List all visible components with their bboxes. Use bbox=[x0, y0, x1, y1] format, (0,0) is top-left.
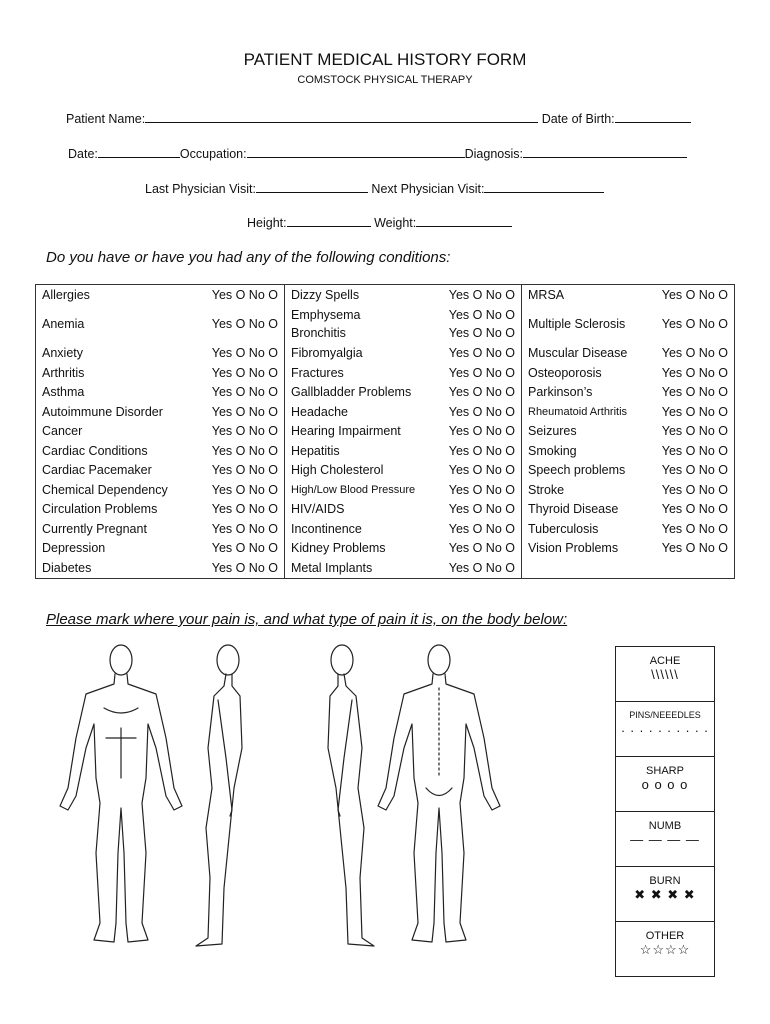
condition-label: Fractures bbox=[291, 365, 344, 380]
yes-no-options[interactable]: Yes O No O bbox=[211, 317, 278, 331]
condition-label: Rheumatoid Arthritis bbox=[528, 405, 628, 418]
yes-no-options[interactable]: Yes O No O bbox=[661, 521, 728, 536]
legend-label: BURN bbox=[649, 875, 681, 887]
date-field[interactable] bbox=[98, 145, 180, 158]
condition-label: Vision Problems bbox=[528, 541, 619, 556]
last-visit-label: Last Physician Visit: bbox=[145, 182, 256, 196]
legend-burn bbox=[615, 866, 715, 921]
legend-label: OTHER bbox=[645, 930, 685, 942]
legend-label: NUMB bbox=[648, 820, 682, 832]
condition-label: Osteoporosis bbox=[528, 365, 602, 380]
yes-no-options[interactable]: Yes O No O bbox=[448, 365, 515, 380]
burn-symbol-icon: ✖ ✖ ✖ ✖ bbox=[634, 887, 696, 902]
other-symbol-icon: ☆☆☆☆ bbox=[639, 942, 691, 957]
legend-label: ACHE bbox=[649, 655, 681, 667]
body-diagram[interactable] bbox=[46, 638, 570, 963]
weight-label: Weight: bbox=[374, 216, 417, 230]
condition-label: Fibromyalgia bbox=[291, 346, 363, 361]
condition-label: Metal Implants bbox=[291, 560, 373, 575]
side-figure-right bbox=[196, 645, 242, 946]
condition-label: Anxiety bbox=[42, 346, 83, 361]
table-row bbox=[36, 305, 735, 344]
diagnosis-label: Diagnosis: bbox=[464, 147, 523, 161]
physician-row bbox=[145, 180, 604, 196]
yes-no-options[interactable]: Yes O No O bbox=[661, 463, 728, 478]
yes-no-options[interactable]: Yes O No O bbox=[211, 424, 278, 439]
weight-field[interactable] bbox=[416, 214, 512, 227]
condition-label: Arthritis bbox=[42, 365, 85, 380]
condition-label: HIV/AIDS bbox=[291, 502, 345, 517]
yes-no-options[interactable]: Yes O No O bbox=[211, 385, 278, 400]
table-row bbox=[36, 285, 735, 305]
patient-name-field[interactable] bbox=[145, 110, 538, 123]
yes-no-options[interactable]: Yes O No O bbox=[448, 463, 515, 478]
height-label: Height: bbox=[247, 216, 287, 230]
last-visit-field[interactable] bbox=[256, 180, 368, 193]
occupation-field[interactable] bbox=[247, 145, 465, 158]
condition-label: Hearing Impairment bbox=[291, 424, 401, 439]
table-row bbox=[36, 558, 735, 578]
yes-no-options[interactable]: Yes O No O bbox=[211, 541, 278, 556]
table-row bbox=[36, 461, 735, 481]
condition-label: Gallbladder Problems bbox=[291, 385, 412, 400]
yes-no-options[interactable]: Yes O No O bbox=[211, 560, 278, 575]
table-row bbox=[36, 519, 735, 539]
condition-label: Chemical Dependency bbox=[42, 482, 168, 497]
yes-no-options[interactable]: Yes O No O bbox=[661, 443, 728, 458]
condition-label: Seizures bbox=[528, 424, 577, 439]
yes-no-options[interactable]: Yes O No O bbox=[448, 326, 515, 340]
front-figure bbox=[60, 645, 182, 942]
side-figure-left bbox=[328, 645, 374, 946]
yes-no-options[interactable]: Yes O No O bbox=[211, 521, 278, 536]
yes-no-options[interactable]: Yes O No O bbox=[661, 385, 728, 400]
date-label: Date: bbox=[68, 147, 98, 161]
height-row bbox=[247, 214, 512, 230]
height-field[interactable] bbox=[287, 214, 371, 227]
next-visit-field[interactable] bbox=[484, 180, 604, 193]
yes-no-options[interactable]: Yes O No O bbox=[211, 502, 278, 517]
numb-symbol-icon: — — — — bbox=[630, 832, 700, 847]
yes-no-options[interactable]: Yes O No O bbox=[211, 346, 278, 361]
yes-no-options[interactable]: Yes O No O bbox=[448, 404, 515, 419]
condition-label: Asthma bbox=[42, 385, 85, 400]
condition-label: Multiple Sclerosis bbox=[528, 317, 626, 331]
table-row bbox=[36, 422, 735, 442]
dob-field[interactable] bbox=[615, 110, 691, 123]
yes-no-options[interactable]: Yes O No O bbox=[211, 404, 278, 419]
yes-no-options[interactable]: Yes O No O bbox=[448, 482, 515, 497]
yes-no-options[interactable]: Yes O No O bbox=[661, 424, 728, 439]
condition-label: Depression bbox=[42, 541, 106, 556]
condition-label: Currently Pregnant bbox=[42, 521, 147, 536]
date-row bbox=[68, 145, 687, 161]
yes-no-options[interactable]: Yes O No O bbox=[211, 463, 278, 478]
yes-no-options[interactable]: Yes O No O bbox=[448, 424, 515, 439]
condition-label: Thyroid Disease bbox=[528, 502, 619, 517]
name-row bbox=[66, 110, 691, 126]
yes-no-options[interactable]: Yes O No O bbox=[448, 521, 515, 536]
condition-label: Kidney Problems bbox=[291, 541, 386, 556]
conditions-heading: Do you have or have you had any of the following conditions: bbox=[46, 249, 451, 266]
condition-label: Tuberculosis bbox=[528, 521, 599, 536]
condition-label: High/Low Blood Pressure bbox=[291, 483, 416, 496]
yes-no-options[interactable]: Yes O No O bbox=[448, 385, 515, 400]
yes-no-options[interactable]: Yes O No O bbox=[661, 365, 728, 380]
table-row bbox=[36, 383, 735, 403]
dob-label: Date of Birth: bbox=[541, 112, 615, 126]
pins-symbol-icon: . . . . . . . . . . bbox=[621, 720, 709, 735]
condition-label: Bronchitis bbox=[291, 326, 346, 340]
pain-legend bbox=[615, 646, 715, 972]
yes-no-options[interactable]: Yes O No O bbox=[448, 560, 515, 575]
table-row bbox=[36, 441, 735, 461]
condition-label: Circulation Problems bbox=[42, 502, 158, 517]
yes-no-options[interactable]: Yes O No O bbox=[448, 443, 515, 458]
condition-label: Smoking bbox=[528, 443, 577, 458]
condition-label: Autoimmune Disorder bbox=[42, 404, 163, 419]
pain-heading: Please mark where your pain is, and what type of pain it is, on the body below: bbox=[46, 611, 568, 628]
table-row bbox=[36, 363, 735, 383]
legend-other bbox=[615, 921, 715, 977]
yes-no-options[interactable]: Yes O No O bbox=[448, 308, 515, 322]
table-row bbox=[36, 402, 735, 422]
yes-no-options[interactable]: Yes O No O bbox=[211, 365, 278, 380]
yes-no-options[interactable]: Yes O No O bbox=[448, 287, 515, 302]
legend-label: SHARP bbox=[646, 765, 684, 777]
condition-label: Cancer bbox=[42, 424, 83, 439]
yes-no-options[interactable]: Yes O No O bbox=[448, 541, 515, 556]
legend-pins-needles bbox=[615, 701, 715, 756]
yes-no-options[interactable]: Yes O No O bbox=[661, 317, 728, 331]
condition-label: Diabetes bbox=[42, 560, 92, 575]
legend-sharp bbox=[615, 756, 715, 811]
legend-label: PINS/NEEEDLES bbox=[629, 710, 701, 720]
condition-label: Cardiac Conditions bbox=[42, 443, 148, 458]
condition-label: Parkinson’s bbox=[528, 385, 593, 400]
condition-label: MRSA bbox=[528, 287, 565, 302]
yes-no-options[interactable]: Yes O No O bbox=[211, 287, 278, 302]
ache-symbol-icon: \\\\\\ bbox=[651, 667, 679, 682]
condition-label: Anemia bbox=[42, 317, 85, 331]
diagnosis-field[interactable] bbox=[523, 145, 687, 158]
condition-label: Incontinence bbox=[291, 521, 362, 536]
patient-name-label: Patient Name: bbox=[66, 112, 146, 126]
occupation-label: Occupation: bbox=[179, 147, 247, 161]
yes-no-options[interactable]: Yes O No O bbox=[661, 287, 728, 302]
yes-no-options[interactable]: Yes O No O bbox=[661, 541, 728, 556]
table-row bbox=[36, 344, 735, 364]
table-row bbox=[36, 500, 735, 520]
legend-numb bbox=[615, 811, 715, 866]
condition-label: Hepatitis bbox=[291, 443, 340, 458]
table-row bbox=[36, 480, 735, 500]
condition-label: Allergies bbox=[42, 287, 90, 302]
back-figure bbox=[378, 645, 500, 942]
form-title: PATIENT MEDICAL HISTORY FORM bbox=[243, 50, 527, 69]
yes-no-options[interactable]: Yes O No O bbox=[661, 404, 728, 419]
legend-ache bbox=[615, 646, 715, 701]
yes-no-options[interactable]: Yes O No O bbox=[661, 482, 728, 497]
yes-no-options[interactable]: Yes O No O bbox=[448, 346, 515, 361]
yes-no-options[interactable]: Yes O No O bbox=[211, 443, 278, 458]
yes-no-options[interactable]: Yes O No O bbox=[661, 346, 728, 361]
clinic-name: COMSTOCK PHYSICAL THERAPY bbox=[297, 74, 473, 86]
condition-label: Speech problems bbox=[528, 463, 626, 478]
yes-no-options[interactable]: Yes O No O bbox=[661, 502, 728, 517]
condition-label: Stroke bbox=[528, 482, 565, 497]
condition-label: Emphysema bbox=[291, 308, 361, 322]
yes-no-options[interactable]: Yes O No O bbox=[211, 482, 278, 497]
condition-label: Cardiac Pacemaker bbox=[42, 463, 152, 478]
next-visit-label: Next Physician Visit: bbox=[371, 182, 485, 196]
conditions-table bbox=[35, 284, 735, 579]
condition-label: Headache bbox=[291, 404, 348, 419]
table-row bbox=[36, 539, 735, 559]
empty-cell bbox=[522, 558, 735, 578]
yes-no-options[interactable]: Yes O No O bbox=[448, 502, 515, 517]
condition-label: High Cholesterol bbox=[291, 463, 384, 478]
condition-label: Muscular Disease bbox=[528, 346, 628, 361]
sharp-symbol-icon: o o o o bbox=[641, 777, 689, 792]
condition-label: Dizzy Spells bbox=[291, 287, 360, 302]
